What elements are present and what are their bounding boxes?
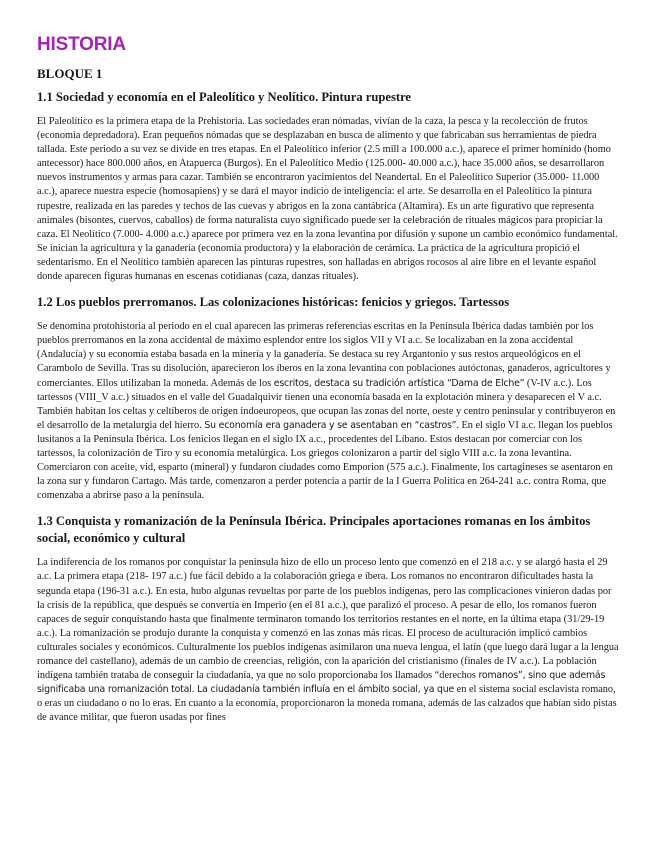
highlighted-text: escritos, destaca su tradición artística “Dama de Elche” xyxy=(273,377,525,389)
section-text: Se denomina protohistoria al periodo en el cual aparecen las primeras referencias escritas en la Península Ibérica dadas también por los pueblos prerromanos en la zona accidental de máximo esplendor entre los siglos VII y VI a.c. Se localizaban en la zona accidental (Andalucía) y su economía estaba basada en la minería y la ganadería. Se destaca su rey Argantonio y sus restos arqueológicos en el Carambolo de Sevilla. Tras su disolución, aparecieron los íberos en la zona levantina con poblaciones autóctonas, ganaderos, agricultores y comerciantes. Ellos utilizaban la moneda. Además de los xyxy=(37,321,611,389)
highlighted-text: romanos”, sino que además significaba una romanización total. La ciudadanía también influía en el ámbito social, ya que xyxy=(37,670,606,696)
section-text: La indiferencia de los romanos por conquistar la península hizo de ello un proceso lento que comenzó en el 218 a.c. y se alargó hasta el 29 a.c. La primera etapa (218- 197 a.c.) fue fácil debido a la colaboración griega e íbera. Los romanos no encontraron dificultades hasta la segunda etapa (196-31 a.c.). En esta, hubo algunas revueltas por parte de los pueblos indígenas, pero las complicaciones vinieron dadas por la crisis de la república, que después se convertía en Imperio (en el 81 a.c.), que paralizó el proceso. A pesar de ello, los romanos fueron capaces de seguir conquistando hasta que finalmente terminaron tomando los territorios restantes en el norte, en la última etapa (31/29-19 a.c.). La romanización se produjo durante la conquista y comenzó en las zonas más ricas. El proceso de aculturación implicó cambios culturales sociales y económicos. Culturalmente los pueblos indígenas asimilaron una nueva lengua, el latín (que luego dará lugar a la lengua romance del castellano), además de un cambio de creencias, religión, con la aparición del cristianismo (finales de IV a.c.). La población indígena también trataba de conseguir la ciudadanía, ya que no solo proporcionaba los llamados “derechos xyxy=(37,557,619,682)
page-title: HISTORIA xyxy=(37,34,126,55)
block-label: BLOQUE 1 xyxy=(37,66,103,81)
section-body-1-1 xyxy=(37,115,619,284)
section-body-1-2 xyxy=(37,320,619,503)
section-heading-1-1: 1.1 Sociedad y economía en el Paleolítico y Neolítico. Pintura rupestre xyxy=(37,90,412,104)
section-heading-1-3: 1.3 Conquista y romanización de la Península Ibérica. Principales aportaciones romanas en los ámbitos social, económico y cultural xyxy=(37,514,591,546)
section-body-1-3 xyxy=(37,556,619,725)
section-text: en el sistema social esclavista romano, o eras un ciudadano o no lo eras. En cuanto a la economía, proporcionaron la moneda romana, además de las calzados que habían sido pistas de avance militar, que fueron usadas por fines xyxy=(37,684,617,724)
section-text: . En el siglo VI a.c. llegan los pueblos lusitanos a la Península Ibérica. Los fenicios llegan en el siglo IX a.c., procedentes del Líbano. Estos destacan por comerciar con los tartessos, la colonización de Tiro y su economía metalúrgica. Los griegos colonizaron a partir del siglo VIII a.c. la zona levantina. Comerciaron con aceite, vid, esparto (mineral) y fundaron ciudades como Emporion (575 a.c.). Finalmente, los cartagineses se asentaron en la zona sur y fundaron Cartago. Más tarde, comenzaron a perder potencia a partir de la I Guerra Política en 264-241 a.c. contra Roma, que comenzaba a abrirse paso a la península. xyxy=(37,419,613,502)
section-heading-1-2: 1.2 Los pueblos prerromanos. Las colonizaciones históricas: fenicios y griegos. Tartessos xyxy=(37,295,510,310)
section-text: El Paleolítico es la primera etapa de la Prehistoria. Las sociedades eran nómadas, vivían de la caza, la pesca y la recolección de frutos (economía depredadora). Eran pequeños nómadas que se desplazaban en busca de alimento y que fabricaban sus herramientas de piedra tallada. Este periodo a su vez se divide en tres etapas. En el Paleolítico inferior (2.5 mill a 100.000 a.c.), aparece el primer homínido (homo antecessor) hace 800.000 años, en Atapuerca (Burgos). En el Paleolítico Medio (125.000- 40.000 a.c.), hace 35.000 años, se desarrollaron nuevos instrumentos y armas para cazar. También se encontraron yacimientos del Neandertal. En el Paleolítico Superior (35.000- 11.000 a.c.), aparece nuestra especie (homosapiens) y se dará el mayor indicio de inteligencia: el arte. Se desarrolla en el Paleolítico la pintura rupestre, realizada en las paredes y techos de las cuevas y abrigos en la zona cantábrica (Altamira). Es un arte figurativo que representa animales (bisontes, cuervos, caballos) de forma naturalista cuyo significado puede ser la celebración de rituales mágicos para propiciar la caza. El Neolítico (7.000- 4.000 a.c.) aparece por primera vez en la zona levantina por difusión y supone un cambio económico fundamental. Se inician la agricultura y la ganadería (economía productora) y la elaboración de cerámica. La práctica de la agricultura propició el sedentarismo. En el Neolítico también aparecen las pinturas rupestres, son halladas en abrigos rocosos al aire libre en el levante español donde aparecen figuras humanas en escenas cotidianas (caza, danzas rituales). xyxy=(37,116,618,283)
section-text: (V-IV a.c.). Los tartessos (VIII_V a.c.) situados en el valle del Guadalquivir tienen una economía basada en la explotación minera y desaparecen el V a.c. También habitan los celtas y celtíberos de origen indoeuropeos, que ocupan las zonas del norte, oeste y centro peninsular y contribuyeron en el desarrollo de la metalurgia del hierro. xyxy=(37,377,616,431)
highlighted-text: Su economía era ganadera y se asentaban en “castros” xyxy=(204,419,457,431)
